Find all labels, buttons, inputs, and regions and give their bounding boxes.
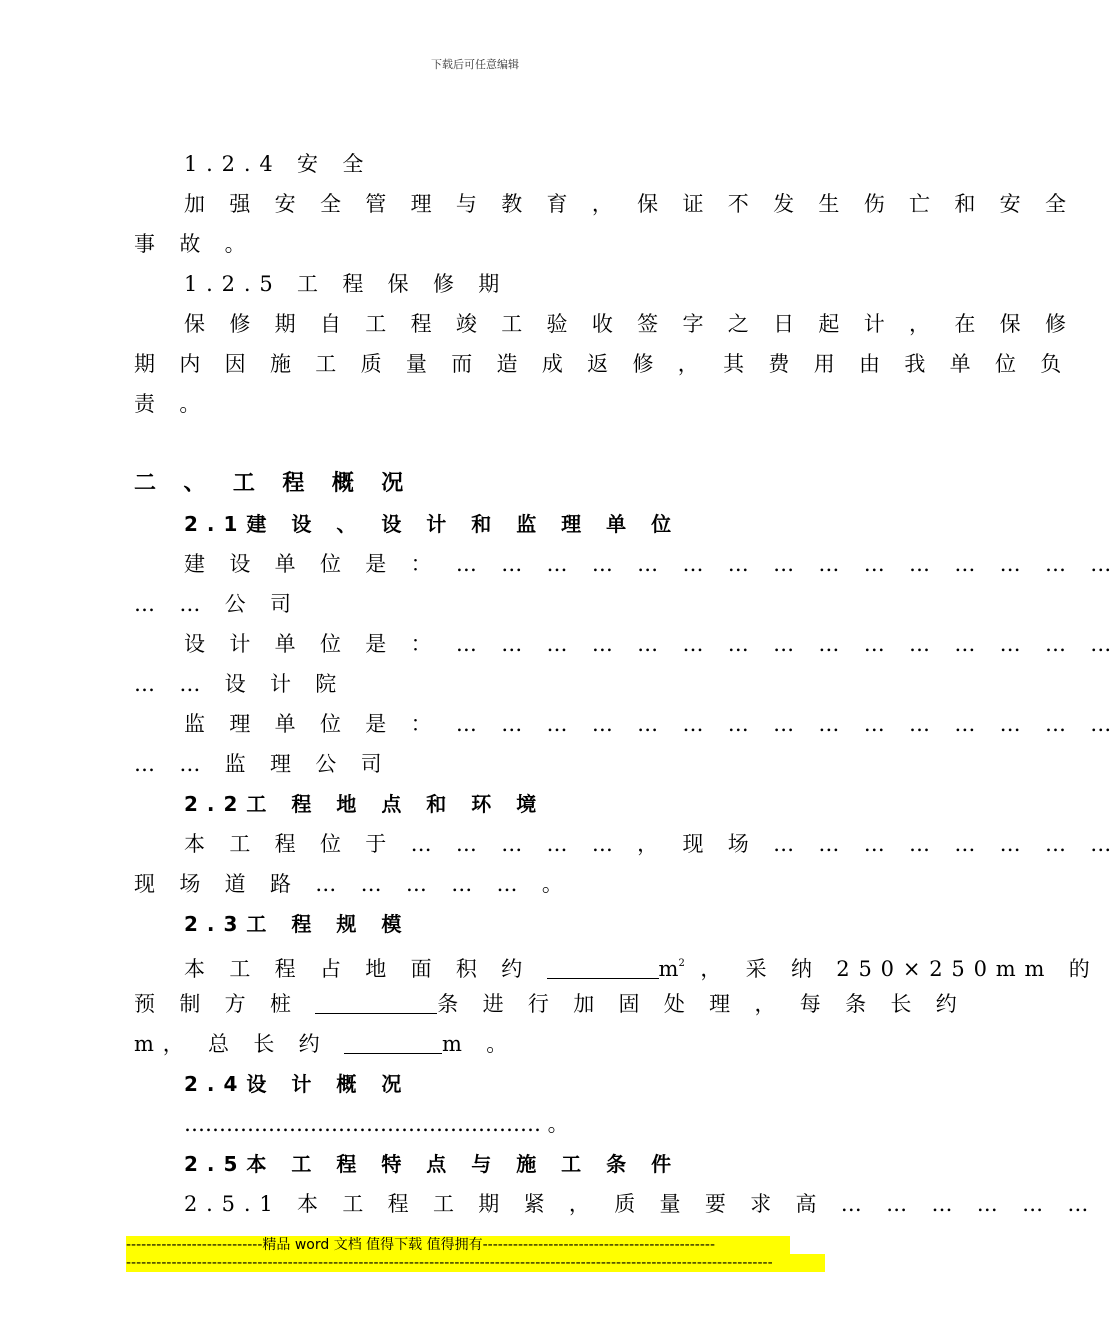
heading-2-3: 2.3工 程 规 模 <box>184 912 411 936</box>
chapter-2-title: 二 、 工 程 概 况 <box>134 471 414 496</box>
design-overview-line: …………………………………………… 。 <box>184 1112 569 1136</box>
heading-2-1: 2.1建 设 、 设 计 和 监 理 单 位 <box>184 512 681 536</box>
paragraph-safety-cont: 事 故 。 <box>134 232 255 256</box>
paragraph-warranty-end: 责 。 <box>134 392 210 416</box>
design-unit-cont: … … 设 计 院 <box>134 672 346 696</box>
heading-1-2-5: 1.2.5 工 程 保 修 期 <box>184 272 509 296</box>
scale-line-3 <box>134 1024 844 1064</box>
construction-unit-cont: … … 公 司 <box>134 592 300 616</box>
total-length-label: m， 总 长 约 <box>134 1032 329 1056</box>
scale-area-label: 本 工 程 占 地 面 积 约 <box>184 957 532 981</box>
location-cont: 现 场 道 路 … … … … … 。 <box>134 872 572 896</box>
construction-unit-line: 建 设 单 位 是 ： … … … … … … … … … … … … … … … <box>184 552 1120 576</box>
area-unit: $m^2$ <box>658 957 685 981</box>
pile-text: 条 进 行 加 固 处 理 ， 每 条 长 约 <box>437 992 966 1016</box>
footer-banner: ---------------------------精品 word 文档 值得下载 值得拥有---------------------------------------------- <box>126 1236 790 1254</box>
supervision-unit-line: 监 理 单 位 是 ： … … … … … … … … … … … … … … … <box>184 712 1120 736</box>
total-length-blank <box>344 1027 442 1054</box>
scale-line-2 <box>134 984 966 1024</box>
footer-dash-line: -------------------------------------------------------------------------------------------------------------------------------- <box>126 1254 825 1272</box>
paragraph-warranty-cont: 期 内 因 施 工 质 量 而 造 成 返 修 ， 其 费 用 由 我 单 位 负 <box>134 352 1071 376</box>
paragraph-warranty: 保 修 期 自 工 程 竣 工 验 收 签 字 之 日 起 计 ， 在 保 修 <box>184 312 1075 336</box>
total-length-unit: m 。 <box>442 1032 517 1056</box>
pile-label: 预 制 方 桩 <box>134 992 300 1016</box>
scale-pile-text: ， 采 纳 250×250mm 的 <box>700 957 1099 981</box>
heading-1-2-4: 1.2.4 安 全 <box>184 152 373 176</box>
supervision-unit-cont: … … 监 理 公 司 <box>134 752 391 776</box>
pile-count-blank <box>315 987 437 1014</box>
page-header: 下载后可任意编辑 <box>431 58 519 71</box>
document-body <box>134 144 1120 1224</box>
location-line: 本 工 程 位 于 … … … … … ， 现 场 … … … … … … … … <box>184 832 1120 856</box>
feature-line: 2.5.1 本 工 程 工 期 紧 ， 质 量 要 求 高 … … … … … … <box>184 1192 1098 1216</box>
heading-2-5: 2.5本 工 程 特 点 与 施 工 条 件 <box>184 1152 681 1176</box>
area-blank <box>547 952 659 979</box>
paragraph-safety: 加 强 安 全 管 理 与 教 育 ， 保 证 不 发 生 伤 亡 和 安 全 <box>184 192 1075 216</box>
design-unit-line: 设 计 单 位 是 ： … … … … … … … … … … … … … … … <box>184 632 1120 656</box>
scale-line-1 <box>134 944 1099 984</box>
heading-2-4: 2.4设 计 概 况 <box>184 1072 411 1096</box>
heading-2-2: 2.2工 程 地 点 和 环 境 <box>184 792 546 816</box>
